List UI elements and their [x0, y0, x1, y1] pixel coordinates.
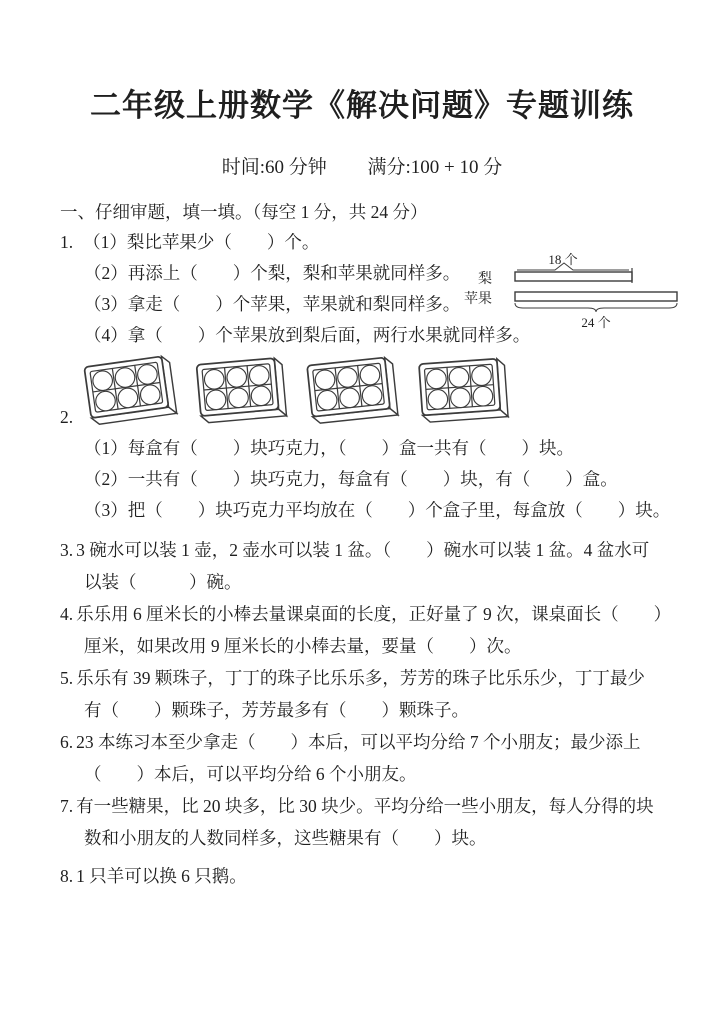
- section-heading: 一、仔细审题，填一填。（每空 1 分，共 24 分）: [60, 202, 428, 222]
- exam-time: 时间:60 分钟: [221, 157, 327, 178]
- chocolate-box-illustration: [190, 353, 290, 429]
- question-line: [60, 860, 670, 892]
- apple-brace: [515, 303, 677, 312]
- question-number: 8.: [60, 866, 74, 886]
- question-number: 2.: [60, 407, 74, 427]
- question-1: [60, 227, 670, 351]
- question-8: [60, 860, 670, 892]
- worksheet-body: [60, 197, 670, 892]
- question-3: [60, 534, 670, 598]
- question-line: [60, 534, 670, 566]
- question-line: （4）拿（ ）个苹果放到梨后面，两行水果就同样多。: [84, 325, 531, 345]
- question-2: [60, 433, 670, 526]
- question-5: [60, 662, 670, 726]
- pear-bar: [515, 272, 632, 281]
- apple-bar: [515, 292, 677, 301]
- exam-full-score: 满分:100 + 10 分: [367, 157, 503, 178]
- question-text: 乐乐有 39 颗珠子，丁丁的珠子比乐乐多，芳芳的珠子比乐乐少，丁丁最少: [76, 668, 645, 688]
- question-number: 4.: [60, 604, 74, 624]
- question-6: [60, 726, 670, 790]
- pear-apple-bar-diagram: [455, 250, 720, 330]
- question-line: [60, 726, 670, 758]
- question-4: [60, 598, 670, 662]
- question-line: 厘米，如果改用 9 厘米长的小棒去量，要量（ ）次。: [84, 636, 522, 656]
- pear-label: 梨: [478, 272, 492, 287]
- exam-meta: [0, 152, 724, 179]
- question-number: 5.: [60, 668, 74, 688]
- apple-label: 苹果: [464, 292, 492, 307]
- question-number: 1.: [60, 232, 74, 252]
- question-line: 有（ ）颗珠子，芳芳最多有（ ）颗珠子。: [84, 700, 469, 720]
- pear-count-label: 18 个: [548, 252, 578, 267]
- question-line: （ ）本后，可以平均分给 6 个小朋友。: [84, 764, 417, 784]
- question-line: （2）再添上（ ）个梨，梨和苹果就同样多。: [84, 263, 461, 283]
- chocolate-box-illustration: [301, 353, 401, 429]
- question-line: （2）一共有（ ）块巧克力，每盒有（ ）块，有（ ）盒。: [84, 469, 618, 489]
- question-line: （3）把（ ）块巧克力平均放在（ ）个盒子里，每盒放（ ）块。: [84, 500, 671, 520]
- question-line: （1）每盒有（ ）块巧克力，（ ）盒一共有（ ）块。: [84, 438, 574, 458]
- question-line: 以装（ ）碗。: [84, 572, 242, 592]
- question-2-illustration-row: [60, 353, 670, 429]
- question-number: 6.: [60, 732, 74, 752]
- chocolate-box-illustration: [79, 353, 179, 429]
- question-text: 有一些糖果，比 20 块多，比 30 块少。平均分给一些小朋友，每人分得的块: [76, 796, 654, 816]
- question-line: （3）拿走（ ）个苹果，苹果就和梨同样多。: [84, 294, 461, 314]
- question-number: 3.: [60, 540, 74, 560]
- question-number: 7.: [60, 796, 74, 816]
- question-text: （1）梨比苹果少（ ）个。: [83, 232, 320, 252]
- question-text: 1 只羊可以换 6 只鹅。: [76, 866, 247, 886]
- question-line: [60, 598, 670, 630]
- question-line: 数和小朋友的人数同样多，这些糖果有（ ）块。: [84, 828, 487, 848]
- question-line: [60, 662, 670, 694]
- apple-count-label: 24 个: [581, 315, 611, 330]
- question-line: [60, 790, 670, 822]
- question-text: 23 本练习本至少拿走（ ）本后，可以平均分给 7 个小朋友；最少添上: [76, 732, 641, 752]
- question-text: 乐乐用 6 厘米长的小棒去量课桌面的长度，正好量了 9 次，课桌面长（ ）: [76, 604, 672, 624]
- chocolate-box-illustration: [412, 353, 512, 429]
- page-title: 二年级上册数学《解决问题》专题训练: [90, 88, 634, 123]
- question-7: [60, 790, 670, 854]
- question-text: 3 碗水可以装 1 壶，2 壶水可以装 1 盆。（ ）碗水可以装 1 盆。4 盆水可: [76, 540, 650, 560]
